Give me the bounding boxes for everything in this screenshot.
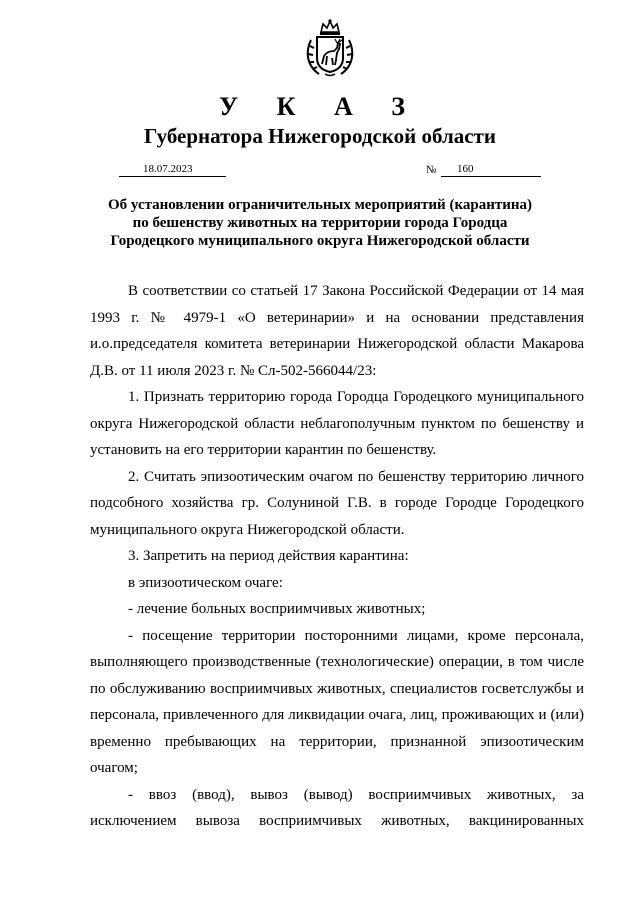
decree-number: 160 — [441, 163, 541, 177]
bullet-paragraph: - ввоз (ввод), вывоз (вывод) восприимчивых животных, за исключением вывоза восприимчивых животных, вакцинированных — [90, 786, 584, 829]
decree-issuer: Губернатора Нижегородской области — [144, 124, 496, 148]
number-sign: № — [426, 164, 437, 176]
item-3-paragraph: 3. Запретить на период действия карантина: — [128, 548, 409, 564]
item-1-paragraph: 1. Признать территорию города Городца Городецкого муниципального округа Нижегородской области неблагополучным пунктом по бешенству и установить на его территории карантин по бешенству. — [90, 389, 584, 458]
heading-line: Об установлении ограничительных мероприятий (карантина) — [107, 197, 532, 213]
item-3-subheading: в эпизоотическом очаге: — [128, 574, 283, 591]
heading-line: Городецкого муниципального округа Нижегородской области — [110, 233, 530, 249]
item-2-paragraph: 2. Считать эпизоотическим очагом по бешенству территорию личного подсобного хозяйства гр. Солуниной Г.В. в городе Городце Городецкого муниципального округа Нижегородской области. — [90, 468, 584, 538]
heading-line: по бешенству животных на территории города Городца — [132, 215, 508, 231]
nizhny-novgorod-coat-of-arms-icon — [303, 18, 357, 78]
bullet-paragraph: - посещение территории посторонними лицами, кроме персонала, выполняющего производственные (технологические) операции, в том числе по обслуживанию восприимчивых животных, специалистов госветслужбы и персонала, привлеченного для ликвидации очага, лиц, проживающих и (или) временно пребывающих на территории, признанной эпизоотическим очагом; — [90, 627, 584, 776]
preamble-paragraph: В соответствии со статьей 17 Закона Российской Федерации от 14 мая 1993 г. № 4979-1 «О ветеринарии» и на основании представления и.о.председателя комитета ветеринарии Нижегородской области Макарова Д.В. от 11 июля 2023 г. № Сл-502-566044/23: — [90, 283, 584, 379]
decree-title: У К А З — [219, 92, 421, 121]
decree-date: 18.07.2023 — [119, 163, 226, 177]
decree-body — [90, 278, 584, 835]
decree-heading — [80, 196, 560, 250]
bullet-paragraph: - лечение больных восприимчивых животных; — [128, 601, 426, 617]
